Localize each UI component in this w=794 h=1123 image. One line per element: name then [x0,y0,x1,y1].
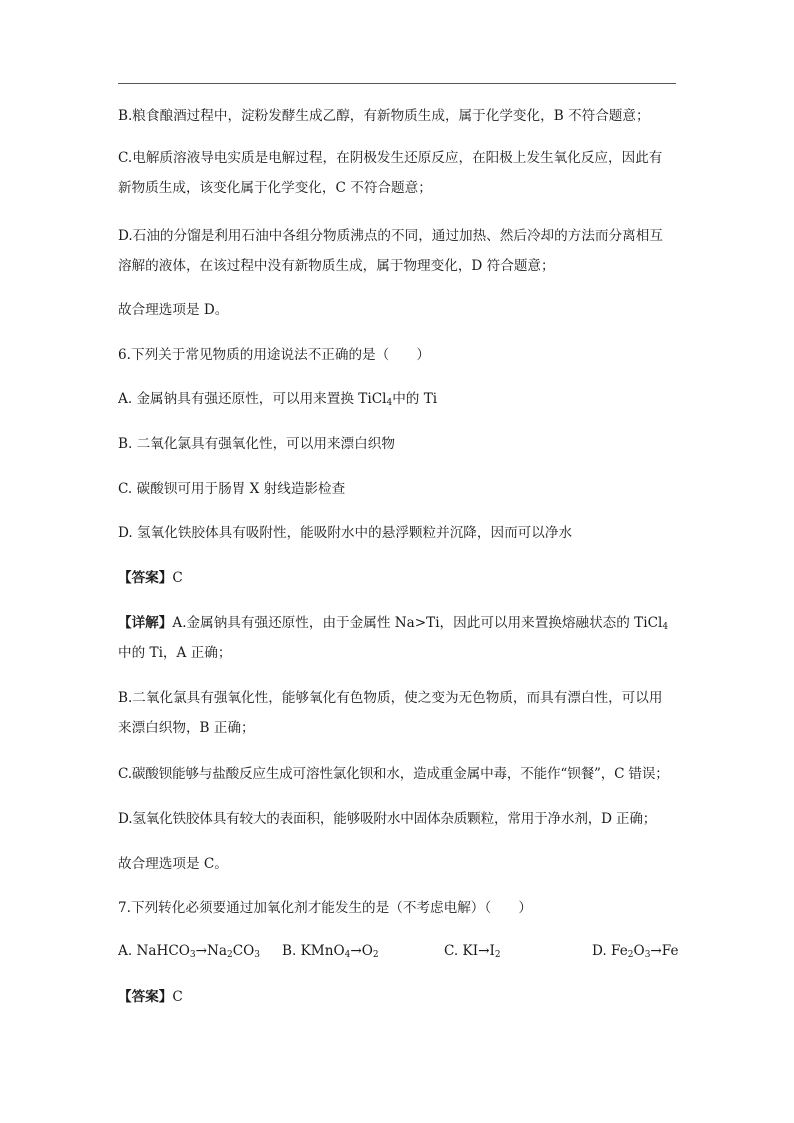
q6-option-b: B. 二氧化氯具有强氧化性，可以用来漂白织物 [118,436,395,452]
q5-option-c-explanation-line2: 新物质生成，该变化属于化学变化，C 不符合题意； [118,180,432,196]
q6-option-a-subscript: 4 [386,398,393,408]
q7-option-a-sub2: 2 [226,950,233,960]
q6-detail-a-text: A.金属钠具有强还原性，由于金属性 Na>Ti，因此可以用来置换熔融状态的 TiCl [172,615,663,631]
q7-option-a-sub1: 3 [189,950,196,960]
q5-option-d-explanation-line2: 溶解的液体，在该过程中没有新物质生成，属于物理变化，D 符合题意； [118,258,555,274]
q6-conclusion: 故合理选项是 C。 [118,856,228,872]
q7-option-c-part1: C. KI→I [444,943,495,959]
q5-option-d-explanation-line1: D.石油的分馏是利用石油中各组分物质沸点的不同，通过加热、然后冷却的方法而分离相互 [118,228,663,244]
q7-option-d-sub1: 2 [627,950,634,960]
q7-option-d-part1: D. Fe [592,943,628,959]
q6-option-c: C. 碳酸钡可用于肠胃 X 射线造影检查 [118,481,346,497]
q7-answer-label: 【答案】 [118,989,173,1005]
q7-option-b-part2: →O [350,943,373,959]
q6-detail-a-subscript: 4 [662,622,669,632]
q5-conclusion: 故合理选项是 D。 [118,302,229,318]
header-rule [118,83,676,84]
q7-stem: 7.下列转化必须要通过加氧化剂才能发生的是（不考虑电解）（ ） [118,900,532,916]
q7-option-b [282,943,379,959]
q7-option-a [118,943,260,959]
q6-detail-a-line2: 中的 Ti，A 正确； [118,645,232,661]
q5-option-c-explanation-line1: C.电解质溶液导电实质是电解过程，在阴极发生还原反应，在阳极上发生氧化反应，因此有 [118,150,663,166]
q7-option-b-sub2: 2 [372,950,379,960]
q7-option-a-part3: CO [232,943,255,959]
q6-detail-c: C.碳酸钡能够与盐酸反应生成可溶性氯化钡和水，造成重金属中毒，不能作“钡餐”，C 错误； [118,766,669,782]
q7-options-row [118,943,679,960]
q6-option-a [118,391,437,407]
q6-detail-d: D.氢氧化铁胶体具有较大的表面积，能够吸附水中固体杂质颗粒，常用于净水剂，D 正确； [118,811,657,827]
q7-option-b-part1: B. KMnO [282,943,345,959]
q6-stem: 6.下列关于常见物质的用途说法不正确的是（ ） [118,347,431,363]
q6-detail-label: 【详解】 [118,615,173,631]
q7-option-a-part2: →Na [195,943,227,959]
q7-option-d-sub2: 3 [644,950,651,960]
q6-detail-b-line1: B.二氧化氯具有强氧化性，能够氧化有色物质，使之变为无色物质，而具有漂白性，可以用 [118,690,663,706]
q5-option-b-explanation: B.粮食酿酒过程中，淀粉发酵生成乙醇，有新物质生成，属于化学变化，B 不符合题意； [118,108,650,124]
q6-option-a-text: A. 金属钠具有强还原性，可以用来置换 TiCl [118,391,387,407]
q7-option-c-sub1: 2 [494,950,501,960]
q6-answer-value: C [172,570,183,586]
q6-option-a-tail: 中的 Ti [392,391,438,407]
q6-answer-label: 【答案】 [118,570,173,586]
q6-option-d: D. 氢氧化铁胶体具有吸附性，能吸附水中的悬浮颗粒并沉降，因而可以净水 [118,525,573,541]
q7-option-c [444,943,501,959]
q7-answer-value: C [172,989,183,1005]
q7-option-b-sub1: 4 [344,950,351,960]
q7-option-a-sub3: 3 [254,950,260,960]
q6-detail-b-line2: 来漂白织物，B 正确； [118,720,255,736]
q7-option-a-part1: A. NaHCO [118,943,190,959]
q7-answer [118,989,183,1005]
q6-answer [118,570,183,586]
q7-option-d-part3: →Fe [650,943,679,959]
q7-option-d-part2: O [633,943,645,959]
q7-option-d [592,943,679,959]
q6-detail-a-line1 [118,615,668,631]
